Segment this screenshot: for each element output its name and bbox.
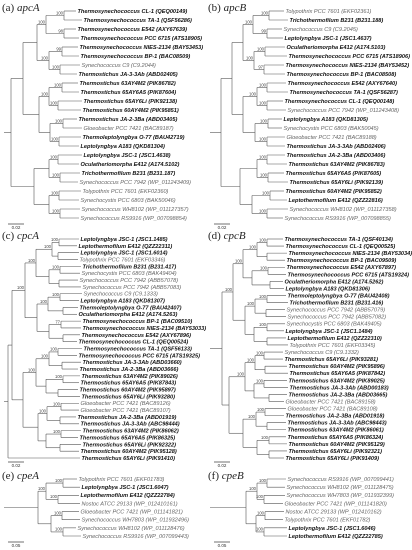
taxon-label: Tolypothrix PCC 7601 (EKF02361) — [285, 8, 372, 15]
taxon-label: Synechococcus C9 (C9.2045) — [283, 26, 358, 33]
panel-d-gene: cpcB — [223, 230, 246, 242]
bootstrap-value: 100 — [260, 118, 267, 124]
taxon-label: Thermosynechococcus TA-1 (QSF56287) — [289, 89, 398, 96]
taxon-label: Thermostichus 63AY4M2 (PIK89026) — [81, 373, 178, 380]
bootstrap-value: 100 — [40, 298, 47, 304]
taxon-label: Thermosynechococcus E542 (AXY67639) — [77, 26, 187, 33]
panel-f-gene: cpeB — [221, 470, 244, 482]
taxon-label: Thermosynechococcus TA-1 (QSF56286) — [83, 17, 192, 24]
bootstrap-value: 100 — [56, 10, 63, 16]
taxon-label: Trichothermofilum B231 (B231.416) — [289, 300, 384, 307]
scale-bar-label: 0.02 — [217, 463, 227, 468]
bootstrap-value: 100 — [259, 136, 266, 142]
bootstrap-value: 100 — [54, 82, 61, 88]
bootstrap-value: 100 — [259, 477, 266, 483]
taxon-label: Leptolyngbya JSC-1 (JSC1.4637) — [284, 35, 372, 42]
bootstrap-value: 99 — [261, 28, 266, 34]
taxon-label: Synechococcus RS9916 (WP_007099443) — [82, 533, 189, 540]
taxon-label: Thermostichus JA-2-3Ba (ABD03666) — [79, 366, 179, 373]
taxon-label: Thermostichus 60AY4M2 (PIK95897) — [79, 387, 176, 394]
panel-c-gene: cpcA — [16, 230, 39, 242]
bootstrap-value: 100 — [259, 237, 266, 243]
scale-bar-label: 0.02 — [217, 225, 227, 230]
bootstrap-value: 100 — [257, 406, 264, 412]
taxon-label: Synechocystis PCC 6803 (BAK50046) — [80, 197, 176, 204]
taxon-label: Tolypothrix PCC 7601 (EKF02360) — [82, 188, 169, 195]
taxon-label: Thermosynechococcus TA-1 (QSF56133) — [83, 346, 192, 353]
bootstrap-value: 100 — [259, 100, 266, 106]
bootstrap-value: 100 — [39, 408, 46, 414]
taxon-label: Synechococcus PCC 7942 (WP_011243409) — [79, 179, 192, 186]
panel-e-tree — [2, 470, 206, 548]
taxon-label: Thermostichus 65AY6Li (PIK92322) — [82, 442, 176, 449]
taxon-label: Thermostichus 65AY6A5 (PIK86324) — [287, 434, 384, 441]
panel-b-tree — [208, 2, 412, 230]
panel-b-letter: (b) — [208, 2, 221, 14]
taxon-label: Thermostichus 60AY4M2 (PIK95129) — [288, 441, 385, 448]
taxon-label: Synechococcus WH7803 (WP_011932496) — [81, 517, 189, 524]
bootstrap-value: 100 — [225, 286, 232, 292]
bootstrap-value: 100 — [28, 367, 35, 373]
panel-f-letter: (f) — [208, 470, 219, 482]
taxon-label: Thermostichus 60AY4M2 (PIK95896) — [288, 364, 385, 371]
bootstrap-value: 100 — [245, 19, 252, 25]
taxon-label: Synechococcus RS9916 (WP_007099441) — [287, 476, 394, 483]
taxon-label: Leptothermofilum E412 (QZZ22816) — [288, 197, 383, 204]
taxon-label: Synechococcus C9 (C9.1333) — [83, 291, 158, 298]
bootstrap-value: 100 — [44, 244, 51, 250]
taxon-label: Leptolyngbya JSC-1 (JSC1.6014) — [80, 250, 168, 257]
bootstrap-value: 100 — [249, 486, 256, 492]
taxon-label: Synechococcus WH8102 (WP_011127358) — [289, 206, 397, 213]
scale-bar-label: 0.02 — [11, 463, 21, 468]
panel-a — [2, 2, 206, 230]
taxon-label: Thermoleptolyngbya O-77 (BAU42407) — [79, 305, 182, 312]
bootstrap-value: 100 — [260, 265, 267, 271]
taxon-label: Synechococcus PCC 7942 (WP_011243408) — [287, 107, 400, 114]
taxon-label: Thermostichus 65AY6A5 (PIK87604) — [80, 89, 177, 96]
panel-f-tree — [208, 470, 412, 548]
taxon-label: Thermostichus JA-3-3Ab (ABD03660) — [82, 360, 182, 367]
panel-a-gene: apcA — [16, 2, 40, 14]
taxon-label: Thermosynechococcus BP-1 (BAC09510) — [82, 319, 193, 326]
bootstrap-value: 100 — [54, 510, 61, 516]
taxon-label: Leptothermofilum E412 (QZZ22784) — [80, 493, 175, 500]
bootstrap-value: 100 — [55, 477, 62, 483]
taxon-label: Leptolyngbya A183 (QKD81305) — [283, 116, 368, 123]
bootstrap-value: 100 — [51, 136, 58, 142]
panel-d — [208, 230, 412, 468]
taxon-label: Tolypothrix PCC 7601 (EKF03345) — [289, 342, 376, 349]
bootstrap-value: 100 — [246, 55, 253, 61]
bootstrap-value: 100 — [50, 346, 57, 352]
taxon-label: Oculatheriomorpha E412 (A174.5102) — [80, 161, 180, 168]
taxon-label: Leptolyngbya JSC-1 (JSC1.6047) — [81, 485, 169, 492]
bootstrap-value: 100 — [50, 154, 57, 160]
taxon-label: Leptolyngbya A183 (QKD81304) — [80, 143, 165, 150]
taxon-label: Gloeobacter PCC 7421 (WP_011141820) — [284, 501, 387, 508]
taxon-label: Thermosynechococcus BP-1 (BAC09509) — [286, 258, 397, 265]
taxon-label: Thermostichus 65AY6A5 (PIK87605) — [285, 170, 382, 177]
taxon-label: Leptolyngbya JSC-1 (JSC1.1485) — [80, 236, 168, 243]
taxon-label: Leptothermofilum E412 (QZZ22311) — [78, 243, 173, 250]
taxon-label: Thermosynechococcus PCC 6715 (ATS18906) — [288, 53, 410, 60]
taxon-label: Thermostichus JA-2-3Ba (ABD03405) — [78, 116, 178, 123]
taxon-label: Thermoleptolyngbya O-77 (BAU42719) — [82, 134, 185, 141]
bootstrap-value: 100 — [50, 494, 57, 500]
bootstrap-value: 100 — [256, 494, 263, 500]
panel-c-tree — [2, 230, 206, 468]
taxon-label: Thermostichus 63AY4M2 (PIK86782) — [79, 80, 176, 87]
bootstrap-value: 100 — [257, 510, 264, 516]
panel-c-letter: (c) — [2, 230, 15, 242]
bootstrap-value: 100 — [259, 293, 266, 299]
bootstrap-value: 100 — [55, 118, 62, 124]
taxon-label: Gloeobacter PCC 7421 (BAC89158) — [285, 399, 376, 406]
taxon-label: Thermostichus 65AY6Li (PIK92321) — [288, 448, 382, 455]
panel-a-letter: (a) — [2, 2, 15, 14]
bootstrap-value: 100 — [256, 378, 263, 384]
taxon-label: Thermosynechococcus PCC 6715 (ATS19324) — [287, 272, 409, 279]
taxon-label: Synechococcus PCC 7942 (ABB57083) — [82, 284, 182, 291]
panel-b — [208, 2, 412, 230]
taxon-label: Thermostichus JA-3-3Ab (ABC98443) — [287, 420, 387, 427]
taxon-label: Leptolyngbya JSC-1 (JSC1.4638) — [83, 152, 171, 159]
taxon-label: Thermosynechococcus CL-1 (QEQ00525) — [285, 244, 396, 251]
taxon-label: Tolypothrix PCC 7601 (EKF01783) — [78, 476, 165, 483]
scale-bar-label: 0.02 — [11, 225, 21, 230]
taxon-label: Trichothermofilum B231 (B231.187) — [81, 170, 176, 177]
panel-e-gene: cpeA — [16, 470, 39, 482]
bootstrap-value: 100 — [256, 350, 263, 356]
bootstrap-value: 99 — [56, 46, 61, 52]
taxon-label: Synechococcus RS9916 (WP_007098855) — [284, 215, 391, 222]
taxon-label: Thermosynechococcus NIES-2134 (BAY53453) — [79, 44, 204, 51]
taxon-label: Thermosynechococcus CL-1 (QEQ00148) — [284, 98, 395, 105]
taxon-label: Gloeobacter PCC 7421 (BAC89187) — [83, 125, 174, 132]
bootstrap-value: 100 — [55, 526, 62, 532]
panel-b-gene: apcB — [223, 2, 247, 14]
bootstrap-value: 100 — [52, 264, 59, 270]
taxon-label: Thermostichus JA-2-3Ba (ABD01918) — [285, 413, 385, 420]
taxon-label: Nostoc ATCC 29133 (WP_012410162) — [285, 509, 382, 516]
taxon-label: Thermostichus 63AY4M2 (PIK86783) — [288, 161, 385, 168]
taxon-label: Thermostichus 65AY6Li (PIK92139) — [289, 179, 383, 186]
bootstrap-value: 100 — [38, 486, 45, 492]
taxon-label: Thermosynechococcus E542 (AXY67640) — [287, 80, 397, 87]
taxon-label: Synechococcus WH8102 (WP_011128476) — [77, 525, 185, 532]
taxon-label: Thermosynechococcus BP-1 (BAC08508) — [286, 71, 397, 78]
taxon-label: Synechocystis PCC 6803 (BAK49404) — [81, 271, 177, 278]
taxon-label: Thermostichus JA-2-3Ba (ABD03665) — [288, 392, 388, 399]
scale-bar-label: 0.05 — [11, 543, 21, 548]
bootstrap-value: 100 — [38, 19, 45, 25]
panel-f — [208, 470, 412, 548]
taxon-label: Thermosynechococcus E542 (AXY67896) — [81, 332, 191, 339]
bootstrap-value: 100 — [248, 413, 255, 419]
taxon-label: Thermosynechococcus TA-1 (QSF40134) — [284, 236, 393, 243]
taxon-label: Gloeobacter PCC 7421 (BAC89107) — [80, 408, 171, 415]
bootstrap-value: 100 — [256, 526, 263, 532]
bootstrap-value: 100 — [262, 190, 269, 196]
taxon-label: Synechococcus WH8102 (WP_011128475) — [286, 485, 394, 492]
taxon-label: Thermostichus JA-2-3Ba (ABD03406) — [286, 152, 386, 159]
taxon-label: Gloeobacter PCC 7421 (WP_011141821) — [80, 509, 183, 516]
taxon-label: Thermostichus 65AY6Li (PIK91409) — [285, 455, 379, 462]
bootstrap-value: 100 — [55, 374, 62, 380]
taxon-label: Trichothermofilum B231 (B231.188) — [289, 17, 384, 24]
taxon-label: Thermostichus 60AY4M2 (PIK95851) — [82, 107, 179, 114]
taxon-label: Synechococcus WH7803 (WP_011932399) — [286, 493, 394, 500]
bootstrap-value: 100 — [41, 55, 48, 61]
bootstrap-value: 100 — [52, 208, 59, 214]
taxon-label: Trichothermofilum B231 (B231.417) — [82, 264, 177, 271]
panel-c — [2, 230, 206, 468]
bootstrap-value: 100 — [41, 91, 48, 97]
bootstrap-value: 100 — [50, 100, 57, 106]
bootstrap-value: 100 — [249, 244, 256, 250]
panel-d-tree — [208, 230, 412, 468]
bootstrap-value: 100 — [52, 64, 59, 70]
taxon-label: Thermosynechococcus NIES-2134 (BAY53452) — [285, 62, 410, 69]
bootstrap-value: 97 — [258, 64, 263, 70]
taxon-label: Synechococcus PCC 7942 (ABB57082) — [287, 314, 387, 321]
bootstrap-value: 100 — [51, 190, 58, 196]
taxon-label: Oculatheriomorpha E412 (A174.5103) — [286, 44, 386, 51]
taxon-label: Thermosynechococcus NIES-2134 (BAY53034) — [288, 251, 412, 258]
taxon-label: Oculatheriomorpha E412 (A174.5263) — [78, 312, 178, 319]
bootstrap-value: 100 — [259, 208, 266, 214]
taxon-label: Leptolyngbya A183 (QKD81306) — [285, 286, 370, 293]
taxon-label: Thermostichus 63AY4M2 (PIK86062) — [82, 428, 179, 435]
taxon-label: Synechococcus WH8102 (WP_011127357) — [81, 206, 189, 213]
taxon-label: Thermoleptolyngbya O-77 (BAU42408) — [287, 293, 390, 300]
taxon-label: Thermostichus 63AY4M2 (PIK86061) — [287, 427, 384, 434]
taxon-label: Leptothermofilum E412 (QZZ22310) — [287, 335, 382, 342]
bootstrap-value: 100 — [53, 428, 60, 434]
bootstrap-value: 100 — [259, 82, 266, 88]
taxon-label: Leptothermofilum E412 (QZZ22785) — [288, 533, 383, 540]
taxon-label: Thermosynechococcus PCC 6715 (ATS19325) — [78, 353, 200, 360]
taxon-label: Thermosynechococcus CL-1 (QEQ00524) — [78, 339, 189, 346]
taxon-label: Thermostichus 65AY6Li (PIK93281) — [284, 357, 378, 364]
bootstrap-value: 100 — [259, 322, 266, 328]
taxon-label: Thermostichus 60AY4M2 (PIK95128) — [80, 449, 177, 456]
taxon-label: Synechococcus C9 (C9.2044) — [81, 62, 156, 69]
taxon-label: Gloeobacter PCC 7421 (BAC89188) — [286, 134, 377, 141]
panel-e — [2, 470, 206, 548]
panel-a-tree — [2, 2, 206, 230]
taxon-label: Thermosynechococcus PCC 6715 (ATS18905) — [80, 35, 202, 42]
taxon-label: Synechocystis PCC 6803 (BAK50045) — [283, 125, 379, 132]
bootstrap-value: 100 — [52, 291, 59, 297]
bootstrap-value: 100 — [260, 172, 267, 178]
bootstrap-value: 100 — [249, 91, 256, 97]
bootstrap-value: 100 — [235, 258, 242, 264]
bootstrap-value: 100 — [41, 353, 48, 359]
bootstrap-value: 100 — [17, 285, 24, 291]
taxon-label: Thermostichus 65AY6A5 (PIK87842) — [289, 371, 386, 378]
bootstrap-value: 98 — [58, 28, 63, 34]
bootstrap-value: 100 — [53, 401, 60, 407]
taxon-label: Nostoc ATCC 29133 (WP_012410161) — [81, 501, 178, 508]
taxon-label: Thermostichus 63AY4M2 (PIK89025) — [288, 378, 385, 385]
taxon-label: Gloeobacter PCC 7421 (BAC89126) — [80, 401, 171, 408]
panel-d-letter: (d) — [208, 230, 221, 242]
taxon-label: Thermostichus JA-3-3Ab (ABC98444) — [80, 421, 180, 428]
taxon-label: Tolypothrix PCC 7601 (EKF01782) — [284, 517, 371, 524]
taxon-label: Synechococcus PCC 7942 (ABB57078) — [79, 278, 179, 285]
taxon-label: Thermostichus JA-3-3Ab (ABD02406) — [286, 143, 386, 150]
scale-bar-label: 0.05 — [217, 543, 227, 548]
taxon-label: Leptolyngbya A183 (QKD81307) — [80, 298, 165, 305]
taxon-label: Thermostichus 65AY6Li (PIK92138) — [83, 98, 177, 105]
taxon-label: Thermostichus JA-2-3Ba (ABD01919) — [77, 414, 177, 421]
taxon-label: Synechococcus RS9916 (WP_007098854) — [80, 215, 187, 222]
taxon-label: Thermosynechococcus E542 (AXY67897) — [286, 265, 396, 272]
taxon-label: Leptolyngbya JSC-1 (JSC1.1484) — [285, 328, 373, 335]
taxon-label: Gloeobacter PCC 7421 (BAC89108) — [287, 406, 378, 413]
panel-e-letter: (e) — [2, 470, 15, 482]
bootstrap-value: 100 — [257, 46, 264, 52]
bootstrap-value: 77 — [55, 319, 60, 325]
bootstrap-value: 100 — [28, 257, 35, 263]
taxon-label: Thermosynechococcus BP-1 (BAC08509) — [80, 53, 191, 60]
taxon-label: Synechococcus C9 (C9.1332) — [284, 349, 359, 356]
taxon-label: Thermostichus 65AY6Li (PIK91410) — [81, 455, 175, 462]
taxon-label: Thermostichus JA-3-3Ab (ABD00183) — [289, 385, 389, 392]
taxon-label: Synechocystis PCC 6803 (BAK49405) — [286, 321, 382, 328]
bootstrap-value: 100 — [259, 154, 266, 160]
taxon-label: Synechococcus PCC 7942 (ABB57079) — [286, 307, 386, 314]
taxon-label: Oculatheriomorpha E412 (A174.5262) — [284, 279, 384, 286]
bootstrap-value: 100 — [237, 371, 244, 377]
taxon-label: Thermosynechococcus NIES-2134 (BAY53033) — [82, 325, 206, 332]
taxon-label: Leptolyngbya JSC-1 (JSC1.6046) — [288, 525, 376, 532]
taxon-label: Thermostichus 60AY4M2 (PIK95852) — [285, 188, 382, 195]
taxon-label: Thermosynechococcus CL-1 (QEQ00149) — [77, 8, 188, 15]
taxon-label: Thermostichus JA-3-3Ab (ABD02405) — [78, 71, 178, 78]
taxon-label: Thermostichus 65AY6Li (PIK93280) — [81, 394, 175, 401]
bootstrap-value: 100 — [247, 300, 254, 306]
bootstrap-value: 100 — [52, 172, 59, 178]
taxon-label: Thermostichus 65AY6A5 (PIK87843) — [80, 380, 177, 387]
bootstrap-value: 100 — [247, 357, 254, 363]
taxon-label: Tolypothrix PCC 7601 (EKF03346) — [79, 257, 166, 264]
bootstrap-value: 100 — [261, 435, 268, 441]
bootstrap-value: 100 — [261, 10, 268, 16]
bootstrap-value: 100 — [51, 237, 58, 243]
taxon-label: Thermostichus 65AY6A5 (PIK86325) — [79, 435, 176, 442]
